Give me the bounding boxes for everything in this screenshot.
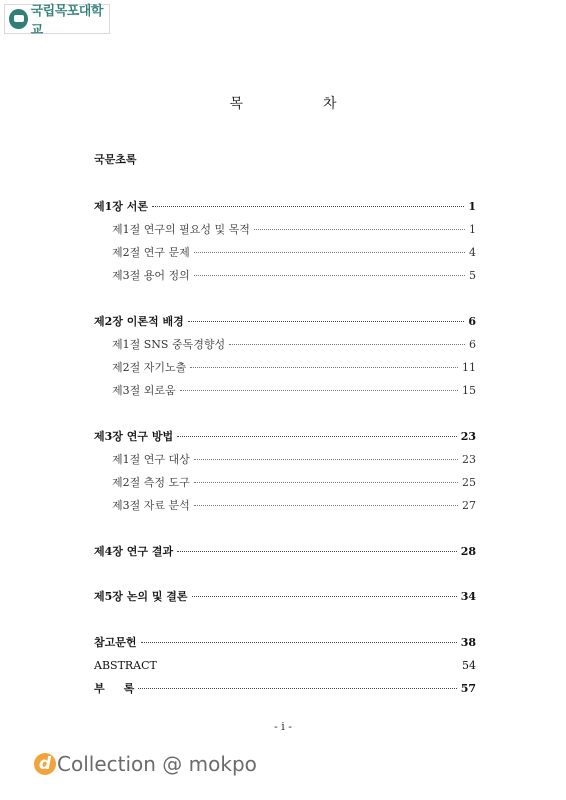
toc-entry-page: 34 — [460, 590, 476, 603]
toc-entry-page: 23 — [460, 430, 476, 443]
toc-entry-label: 부 록 — [94, 682, 135, 695]
toc-entry-label: 제3절 외로움 — [112, 384, 176, 397]
toc-entry-page: 6 — [469, 338, 476, 351]
toc-entry-label: 제4장 연구 결과 — [94, 545, 174, 558]
toc-dot-leader — [194, 275, 465, 276]
toc-entry-page: 5 — [469, 269, 476, 282]
toc-dot-leader — [194, 505, 458, 506]
toc-dot-leader — [141, 642, 457, 643]
toc-entry-label: 제1절 SNS 중독경향성 — [112, 338, 226, 351]
toc-section-entry[interactable] — [112, 337, 476, 353]
toc-heading-entry[interactable] — [94, 152, 476, 168]
toc-section-entry[interactable] — [112, 245, 476, 261]
toc-dot-leader — [177, 551, 457, 552]
toc-chapter-entry[interactable] — [94, 199, 476, 215]
toc-chapter-entry[interactable] — [94, 635, 476, 651]
toc-entry-label: 참고문헌 — [94, 636, 137, 649]
toc-chapter-entry[interactable] — [94, 681, 476, 697]
toc-entry-page: 23 — [462, 453, 476, 466]
toc-section-entry[interactable] — [112, 475, 476, 491]
university-emblem-icon — [9, 9, 28, 29]
toc-entry-label: 제2절 자기노출 — [112, 361, 187, 374]
toc-entry-page: 57 — [460, 682, 476, 695]
toc-chapter-entry[interactable] — [94, 429, 476, 445]
toc-entry-label: 제2장 이론적 배경 — [94, 315, 184, 328]
toc-dot-leader — [194, 459, 458, 460]
toc-entry-label: 제5장 논의 및 결론 — [94, 590, 188, 603]
toc-entry-label: 국문초록 — [94, 153, 137, 166]
toc-entry-page: 38 — [460, 636, 476, 649]
toc-dot-leader — [180, 390, 458, 391]
toc-chapter-entry[interactable] — [94, 658, 476, 674]
toc-entry-label: 제1절 연구의 필요성 및 목적 — [112, 223, 250, 236]
toc-section-entry[interactable] — [112, 222, 476, 238]
toc-dot-leader — [192, 596, 457, 597]
toc-entry-page: 6 — [468, 315, 476, 328]
page-title — [0, 93, 566, 113]
toc-entry-page: 4 — [469, 246, 476, 259]
toc-entry-page: 54 — [462, 659, 476, 672]
toc-entry-label: 제2절 측정 도구 — [112, 476, 190, 489]
university-name: 국립목포대학교 — [30, 4, 103, 38]
toc-entry-page: 27 — [462, 499, 476, 512]
toc-dot-leader — [229, 344, 465, 345]
page-number: - i - — [274, 720, 292, 733]
university-logo — [4, 4, 110, 38]
toc-entry-label: 제1절 연구 대상 — [112, 453, 190, 466]
toc-dot-leader — [138, 688, 456, 689]
toc-dot-leader — [188, 321, 465, 322]
toc-chapter-entry[interactable] — [94, 589, 476, 605]
toc-section-entry[interactable] — [112, 498, 476, 514]
toc-entry-page: 1 — [468, 200, 476, 213]
toc-dot-leader — [254, 229, 465, 230]
toc-dot-leader — [177, 436, 457, 437]
footer-text: Collection @ mokpo — [57, 752, 257, 776]
toc-entry-label: 제2절 연구 문제 — [112, 246, 190, 259]
toc-entry-label: 제3절 용어 정의 — [112, 269, 190, 282]
toc-chapter-entry[interactable] — [94, 544, 476, 560]
toc-entry-label: 제3절 자료 분석 — [112, 499, 190, 512]
toc-dot-leader — [190, 367, 458, 368]
toc-section-entry[interactable] — [112, 452, 476, 468]
title-part-2: 차 — [323, 96, 337, 112]
toc-dot-leader — [194, 252, 465, 253]
toc-chapter-entry[interactable] — [94, 314, 476, 330]
toc-dot-leader — [194, 482, 458, 483]
toc-entry-page: 11 — [462, 361, 476, 374]
title-part-1: 목 — [229, 96, 243, 112]
toc-section-entry[interactable] — [112, 383, 476, 399]
toc-dot-leader — [152, 206, 464, 207]
toc-entry-page: 15 — [462, 384, 476, 397]
dcollection-d-icon: d — [34, 753, 56, 775]
toc-entry-label: 제3장 연구 방법 — [94, 430, 174, 443]
toc-entry-label: ABSTRACT — [94, 659, 157, 672]
toc-entry-page: 28 — [460, 545, 476, 558]
toc-entry-page: 25 — [462, 476, 476, 489]
toc-entry-page: 1 — [469, 223, 476, 236]
toc-section-entry[interactable] — [112, 268, 476, 284]
toc-entry-label: 제1장 서론 — [94, 200, 148, 213]
toc-section-entry[interactable] — [112, 360, 476, 376]
dcollection-footer-logo — [34, 752, 257, 776]
